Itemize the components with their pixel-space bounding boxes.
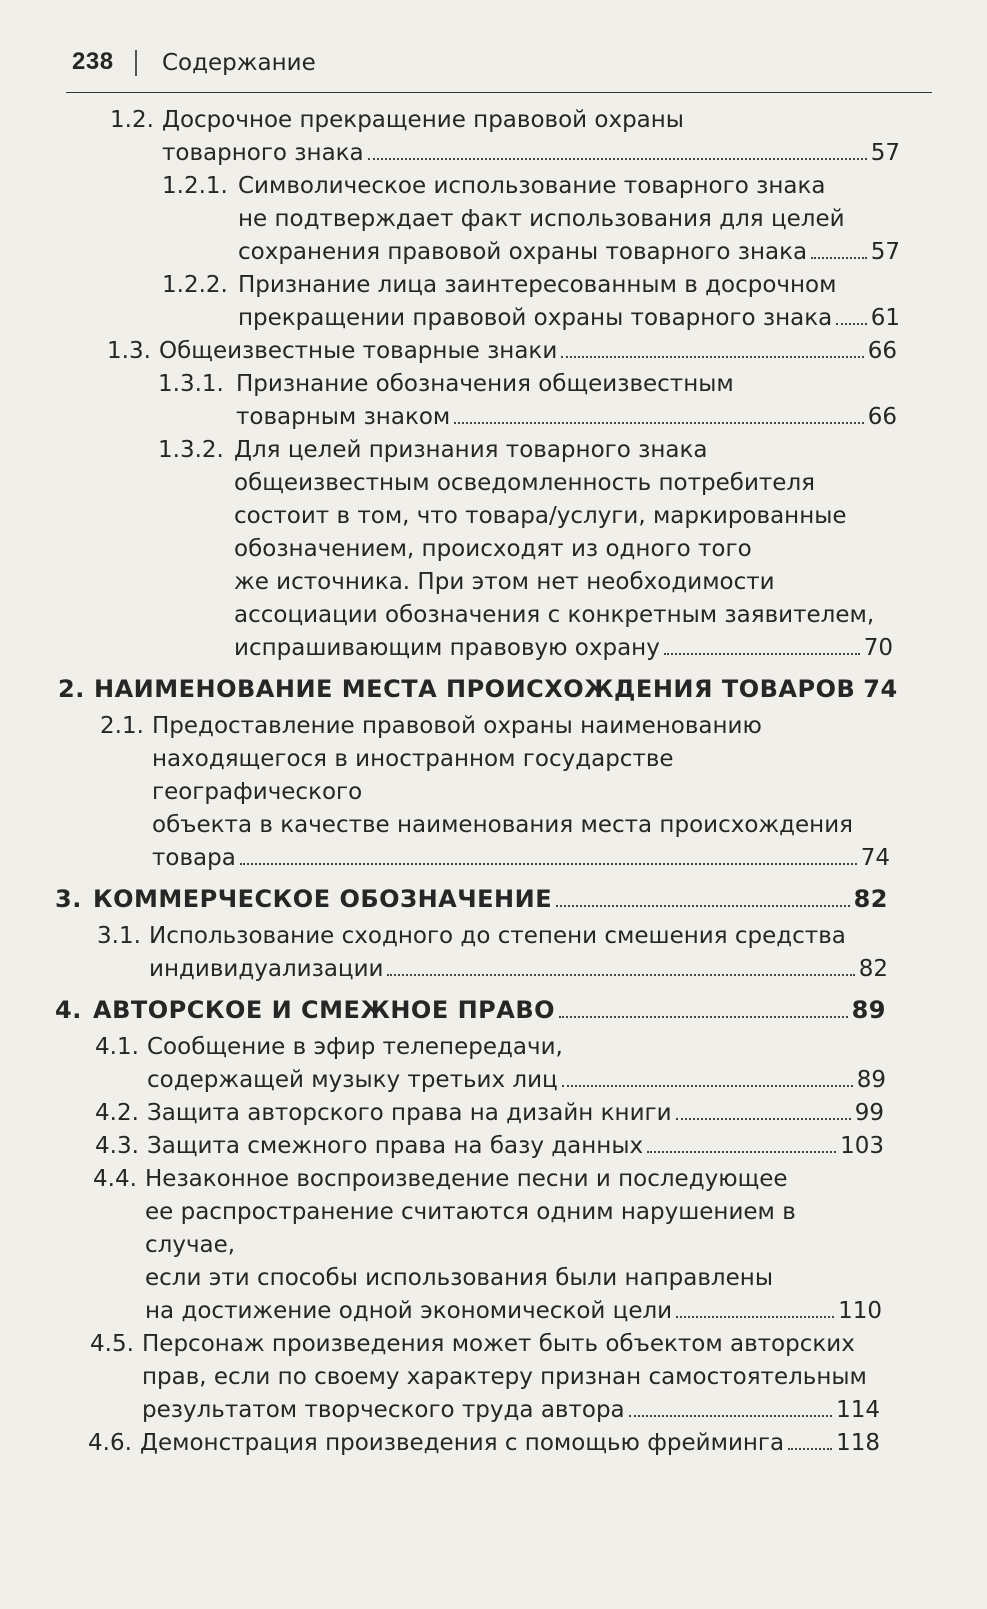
toc-entry-title: индивидуализации bbox=[149, 956, 384, 982]
toc-entry-title: Защита авторского права на дизайн книги bbox=[147, 1100, 672, 1126]
toc-entry-title-line: Досрочное прекращение правовой охраны bbox=[162, 107, 684, 133]
toc-entry[interactable] bbox=[0, 710, 890, 875]
toc-entry[interactable] bbox=[0, 269, 900, 335]
toc-entry-title-line: состоит в том, что товара/услуги, маркированные bbox=[234, 503, 847, 529]
toc-entry[interactable] bbox=[0, 335, 897, 368]
toc-entry-number: 1.3.2. bbox=[158, 437, 224, 463]
toc-entry-page: 110 bbox=[838, 1298, 882, 1324]
toc-entry-leader-row bbox=[94, 673, 898, 706]
toc-entry-title: Общеизвестные товарные знаки bbox=[159, 338, 558, 364]
dot-leader bbox=[559, 1015, 848, 1018]
toc-entry-title: товарного знака bbox=[162, 140, 364, 166]
toc-entry-number: 4.1. bbox=[95, 1034, 139, 1060]
toc-entry[interactable] bbox=[0, 1130, 884, 1163]
toc-entry-number: 1.2.2. bbox=[162, 272, 228, 298]
toc-entry-leader-row bbox=[147, 1130, 884, 1163]
toc-entry-body bbox=[93, 994, 886, 1027]
toc-entry-title: сохранения правовой охраны товарного знака bbox=[238, 239, 808, 265]
running-head bbox=[62, 44, 932, 94]
toc-entry-page: 57 bbox=[870, 140, 900, 166]
toc-entry-title: испрашивающим правовую охрану bbox=[234, 635, 660, 661]
toc-entry-body bbox=[238, 170, 900, 269]
toc-entry-title: содержащей музыку третьих лиц bbox=[147, 1067, 558, 1093]
toc-entry-title: Демонстрация произведения с помощью фрейминга bbox=[140, 1430, 785, 1456]
toc-entry-leader-row bbox=[147, 1064, 886, 1097]
toc-entry-title: товара bbox=[152, 845, 236, 871]
page-number: 238 bbox=[72, 48, 114, 75]
toc-entry-body bbox=[162, 104, 900, 170]
toc-entry-leader-row bbox=[142, 1394, 880, 1427]
toc-entry-page: 89 bbox=[856, 1067, 886, 1093]
dot-leader bbox=[676, 1117, 851, 1120]
toc-entry-title-line: обозначением, происходят из одного того bbox=[234, 536, 752, 562]
toc-entry-number: 3.1. bbox=[97, 923, 141, 949]
toc-entry-number: 3. bbox=[55, 885, 82, 913]
toc-entry-leader-row bbox=[152, 842, 890, 875]
dot-leader bbox=[647, 1150, 836, 1153]
toc-entry-leader-row bbox=[93, 883, 888, 916]
toc-entry-title-line: Незаконное воспроизведение песни и последующее bbox=[145, 1166, 788, 1192]
toc-entry-title-line: прав, если по своему характеру признан самостоятельным bbox=[142, 1364, 867, 1390]
toc-entry-title-line: объекта в качестве наименования места происхождения bbox=[152, 812, 854, 838]
toc-entry[interactable] bbox=[0, 883, 888, 916]
toc-entry-title-line: ассоциации обозначения с конкретным заявителем, bbox=[234, 602, 875, 628]
toc-entry-number: 4.6. bbox=[88, 1430, 132, 1456]
toc-entry-body bbox=[147, 1097, 884, 1130]
toc-entry[interactable] bbox=[0, 1097, 884, 1130]
toc-entry[interactable] bbox=[0, 673, 898, 706]
toc-entry-title-line: Символическое использование товарного знака bbox=[238, 173, 826, 199]
toc-entry[interactable] bbox=[0, 1328, 880, 1427]
toc-entry-title-line: Признание лица заинтересованным в досрочном bbox=[238, 272, 837, 298]
toc-entry-leader-row bbox=[145, 1295, 882, 1328]
toc-entry-title: прекращении правовой охраны товарного знака bbox=[238, 305, 833, 331]
toc-entry[interactable] bbox=[0, 994, 886, 1027]
toc-entry-title-line: Персонаж произведения может быть объектом авторских bbox=[142, 1331, 855, 1357]
toc-entry-title: товарным знаком bbox=[236, 404, 451, 430]
toc-entry[interactable] bbox=[0, 1427, 880, 1460]
toc-entry-page: 82 bbox=[853, 885, 888, 913]
toc-entry-number: 4.3. bbox=[95, 1133, 139, 1159]
dot-leader bbox=[561, 355, 863, 358]
toc-entry-body bbox=[152, 710, 890, 875]
toc-entry-leader-row bbox=[236, 401, 897, 434]
toc-entry-number: 2.1. bbox=[100, 713, 144, 739]
toc-entry-title-line: Для целей признания товарного знака bbox=[234, 437, 708, 463]
toc-entry-number: 1.3.1. bbox=[158, 371, 224, 397]
toc-entry-leader-row bbox=[149, 953, 888, 986]
toc-entry-title-line: же источника. При этом нет необходимости bbox=[234, 569, 775, 595]
dot-leader bbox=[629, 1414, 832, 1417]
toc-entry-number: 2. bbox=[58, 675, 85, 703]
toc-entry-leader-row bbox=[162, 137, 900, 170]
toc-entry-number: 4.5. bbox=[90, 1331, 134, 1357]
toc-entry-body bbox=[142, 1328, 880, 1427]
toc-entry-page: 61 bbox=[870, 305, 900, 331]
toc-entry-page: 70 bbox=[863, 635, 893, 661]
toc-entry-title-line: не подтверждает факт использования для целей bbox=[238, 206, 845, 232]
toc-entry-page: 74 bbox=[863, 675, 898, 703]
toc-entry-page: 66 bbox=[867, 404, 897, 430]
toc-entry-page: 114 bbox=[836, 1397, 880, 1423]
toc-entry[interactable] bbox=[0, 368, 897, 434]
toc-entry-leader-row bbox=[238, 302, 900, 335]
toc-entry[interactable] bbox=[0, 920, 888, 986]
toc-entry-page: 103 bbox=[840, 1133, 884, 1159]
toc-entry-body bbox=[159, 335, 897, 368]
toc-entry[interactable] bbox=[0, 170, 900, 269]
toc-entry-number: 4.4. bbox=[93, 1166, 137, 1192]
section-title: Содержание bbox=[162, 50, 316, 76]
toc-entry-leader-row bbox=[147, 1097, 884, 1130]
dot-leader bbox=[676, 1315, 834, 1318]
toc-entry-leader-row bbox=[238, 236, 900, 269]
toc-entry-body bbox=[94, 673, 898, 706]
toc-entry-body bbox=[238, 269, 900, 335]
toc-entry-number: 4. bbox=[55, 996, 82, 1024]
toc-entry-page: 74 bbox=[860, 845, 890, 871]
toc-entry-leader-row bbox=[93, 994, 886, 1027]
toc-entry-leader-row bbox=[140, 1427, 880, 1460]
toc-entry-title: НАИМЕНОВАНИЕ МЕСТА ПРОИСХОЖДЕНИЯ ТОВАРОВ bbox=[94, 675, 856, 703]
toc-entry-page: 66 bbox=[867, 338, 897, 364]
toc-entry-body bbox=[140, 1427, 880, 1460]
dot-leader bbox=[240, 862, 857, 865]
dot-leader bbox=[556, 904, 849, 907]
toc-entry-title-line: ее распространение считаются одним нарушением в случае, bbox=[145, 1199, 796, 1258]
toc-entry-leader-row bbox=[234, 632, 893, 665]
toc-entry-page: 89 bbox=[851, 996, 886, 1024]
toc-entry-title: на достижение одной экономической цели bbox=[145, 1298, 673, 1324]
dot-leader bbox=[454, 421, 863, 424]
toc-entry[interactable] bbox=[0, 1031, 886, 1097]
toc-entry[interactable] bbox=[0, 1163, 882, 1328]
toc-entry-page: 118 bbox=[836, 1430, 880, 1456]
toc-entry-body bbox=[149, 920, 888, 986]
toc-entry-title: Защита смежного права на базу данных bbox=[147, 1133, 644, 1159]
toc-entry-leader-row bbox=[159, 335, 897, 368]
toc-entry-title-line: общеизвестным осведомленность потребителя bbox=[234, 470, 815, 496]
dot-leader bbox=[562, 1084, 853, 1087]
toc-entry-title-line: Признание обозначения общеизвестным bbox=[236, 371, 734, 397]
toc-entry-title: АВТОРСКОЕ И СМЕЖНОЕ ПРАВО bbox=[93, 996, 556, 1024]
toc-entry-page: 57 bbox=[870, 239, 900, 265]
toc-entry-body bbox=[234, 434, 893, 665]
toc-entry-title-line: Предоставление правовой охраны наименованию bbox=[152, 713, 762, 739]
toc-entry-number: 1.3. bbox=[107, 338, 151, 364]
toc-entry-title: результатом творческого труда автора bbox=[142, 1397, 625, 1423]
toc-entry-page: 99 bbox=[854, 1100, 884, 1126]
toc-entry-body bbox=[147, 1130, 884, 1163]
header-rule bbox=[66, 92, 932, 93]
dot-leader bbox=[788, 1447, 832, 1450]
toc-entry-body bbox=[145, 1163, 882, 1328]
toc-entry-body bbox=[236, 368, 897, 434]
toc-entry[interactable] bbox=[0, 434, 893, 665]
toc-entry-number: 4.2. bbox=[95, 1100, 139, 1126]
dot-leader bbox=[836, 322, 867, 325]
toc-entry-body bbox=[93, 883, 888, 916]
dot-leader bbox=[664, 652, 860, 655]
dot-leader bbox=[387, 973, 854, 976]
toc-entry-number: 1.2. bbox=[110, 107, 154, 133]
header-separator bbox=[135, 50, 137, 76]
toc-entry-title: КОММЕРЧЕСКОЕ ОБОЗНАЧЕНИЕ bbox=[93, 885, 553, 913]
toc-entry-number: 1.2.1. bbox=[162, 173, 228, 199]
toc-entry-title-line: Использование сходного до степени смешения средства bbox=[149, 923, 846, 949]
toc-entry-title-line: Сообщение в эфир телепередачи, bbox=[147, 1034, 563, 1060]
toc-entry-title-line: если эти способы использования были направлены bbox=[145, 1265, 773, 1291]
toc-entry-title-line: находящегося в иностранном государстве географического bbox=[152, 746, 674, 805]
toc-entry-page: 82 bbox=[858, 956, 888, 982]
toc-entry[interactable] bbox=[0, 104, 900, 170]
dot-leader bbox=[368, 157, 867, 160]
table-of-contents bbox=[0, 104, 987, 1460]
dot-leader bbox=[811, 256, 867, 259]
toc-entry-body bbox=[147, 1031, 886, 1097]
